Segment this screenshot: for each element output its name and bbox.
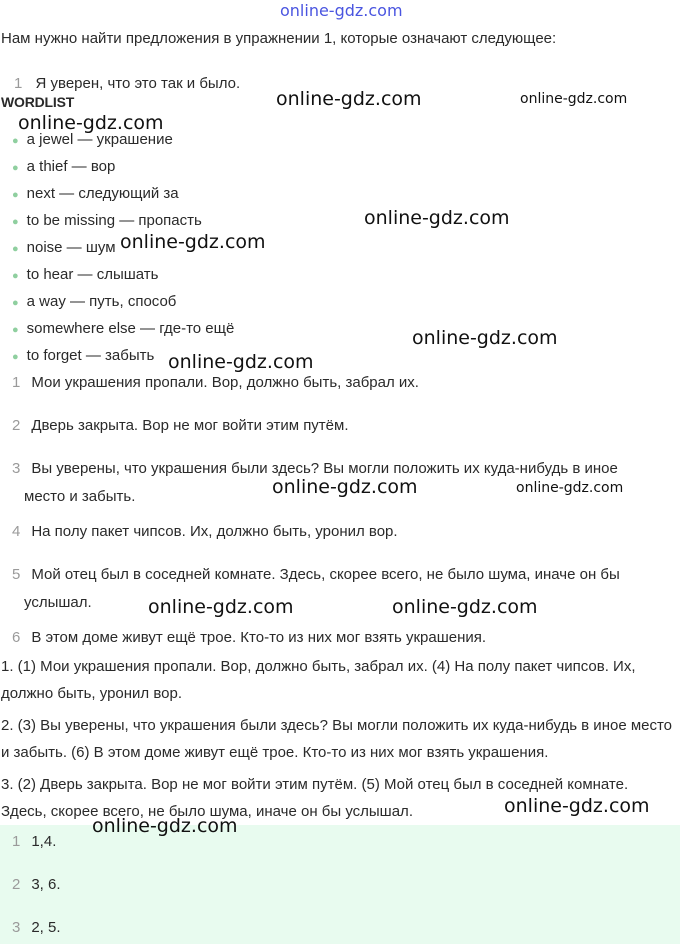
sentence-item	[12, 566, 620, 583]
watermark: online-gdz.com	[148, 596, 294, 618]
watermark: online-gdz.com	[120, 231, 266, 253]
wordlist-item	[12, 347, 154, 364]
watermark: online-gdz.com	[504, 795, 650, 817]
watermark-top: online-gdz.com	[280, 1, 403, 20]
task-item-number: 1	[14, 75, 23, 92]
sentence-item	[12, 523, 398, 540]
wordlist-item	[12, 212, 202, 229]
wordlist-item	[12, 293, 176, 310]
sentence-text: Вы уверены, что украшения были здесь? Вы могли положить их куда-нибудь в иное	[31, 460, 618, 477]
wordlist-item-text: a thief — вор	[26, 158, 116, 175]
watermark: online-gdz.com	[92, 815, 238, 837]
answer-number: 1	[12, 833, 21, 850]
bullet-icon: ●	[12, 216, 19, 228]
bullet-icon: ●	[12, 162, 19, 174]
explanation-paragraph: 3. (2) Дверь закрыта. Вор не мог войти этим путём. (5) Мой отец был в соседней комнате. Здесь, скорее всего, не было шума, иначе он бы услышал.	[1, 776, 629, 820]
wordlist-item-text: next — следующий за	[26, 185, 179, 202]
wordlist-title: WORDLIST	[1, 94, 75, 110]
watermark: online-gdz.com	[392, 596, 538, 618]
sentence-text: Дверь закрыта. Вор не мог войти этим путём.	[31, 417, 349, 434]
answer-number: 3	[12, 919, 21, 936]
wordlist-item-text: to be missing — пропасть	[26, 212, 202, 229]
bullet-icon: ●	[12, 351, 19, 363]
bullet-icon: ●	[12, 189, 19, 201]
watermark: online-gdz.com	[412, 327, 558, 349]
sentence-number: 1	[12, 374, 21, 391]
watermark: online-gdz.com	[520, 91, 628, 107]
task-item-text: Я уверен, что это так и было.	[35, 75, 241, 92]
wordlist-item-text: noise — шум	[26, 239, 116, 256]
wordlist-item	[12, 266, 158, 283]
bullet-icon: ●	[12, 243, 19, 255]
sentence-number: 3	[12, 460, 21, 477]
answer-number: 2	[12, 876, 21, 893]
wordlist-item-text: a jewel — украшение	[26, 131, 173, 148]
explanation-paragraph: 1. (1) Мои украшения пропали. Вор, должно быть, забрал их. (4) На полу пакет чипсов. Их, должно быть, уронил вор.	[1, 658, 636, 702]
bullet-icon: ●	[12, 324, 19, 336]
answer-item	[12, 919, 61, 936]
watermark: online-gdz.com	[272, 476, 418, 498]
wordlist-item	[12, 158, 115, 175]
bullet-icon: ●	[12, 297, 19, 309]
watermark: online-gdz.com	[18, 112, 164, 134]
wordlist-item	[12, 239, 116, 256]
sentence-text-continued: услышал.	[24, 594, 92, 611]
sentence-text: Мои украшения пропали. Вор, должно быть, забрал их.	[31, 374, 419, 391]
bullet-icon: ●	[12, 135, 19, 147]
intro-text: Нам нужно найти предложения в упражнении 1, которые означают следующее:	[1, 30, 557, 47]
watermark: online-gdz.com	[168, 351, 314, 373]
sentence-text: Мой отец был в соседней комнате. Здесь, скорее всего, не было шума, иначе он бы	[31, 566, 620, 583]
watermark: online-gdz.com	[276, 88, 422, 110]
answer-item	[12, 876, 61, 893]
wordlist-item-text: a way — путь, способ	[26, 293, 177, 310]
sentence-item	[12, 629, 486, 646]
bullet-icon: ●	[12, 270, 19, 282]
sentence-number: 4	[12, 523, 21, 540]
sentence-text: В этом доме живут ещё трое. Кто-то из них мог взять украшения.	[31, 629, 487, 646]
sentence-number: 5	[12, 566, 21, 583]
sentence-number: 6	[12, 629, 21, 646]
explanation-paragraph: 2. (3) Вы уверены, что украшения были здесь? Вы могли положить их куда-нибудь в иное место и забыть. (6) В этом доме живут ещё трое. Кто-то из них мог взять украшения.	[1, 717, 673, 761]
watermark: online-gdz.com	[364, 207, 510, 229]
wordlist-item	[12, 320, 234, 337]
wordlist-item-text: to forget — забыть	[26, 347, 155, 364]
sentence-item	[12, 417, 349, 434]
sentence-item	[12, 374, 419, 391]
answer-value: 2, 5.	[31, 919, 61, 936]
wordlist-item-text: somewhere else — где-то ещё	[26, 320, 235, 337]
wordlist-item	[12, 185, 179, 202]
sentence-text: На полу пакет чипсов. Их, должно быть, уронил вор.	[31, 523, 398, 540]
answer-item	[12, 833, 56, 850]
task-item	[14, 75, 240, 92]
answers-panel	[0, 825, 680, 944]
sentence-number: 2	[12, 417, 21, 434]
answer-value: 1,4.	[31, 833, 57, 850]
wordlist-item-text: to hear — слышать	[26, 266, 159, 283]
watermark: online-gdz.com	[516, 480, 624, 496]
sentence-text-continued: место и забыть.	[24, 488, 136, 505]
answer-value: 3, 6.	[31, 876, 61, 893]
sentence-item	[12, 460, 618, 477]
